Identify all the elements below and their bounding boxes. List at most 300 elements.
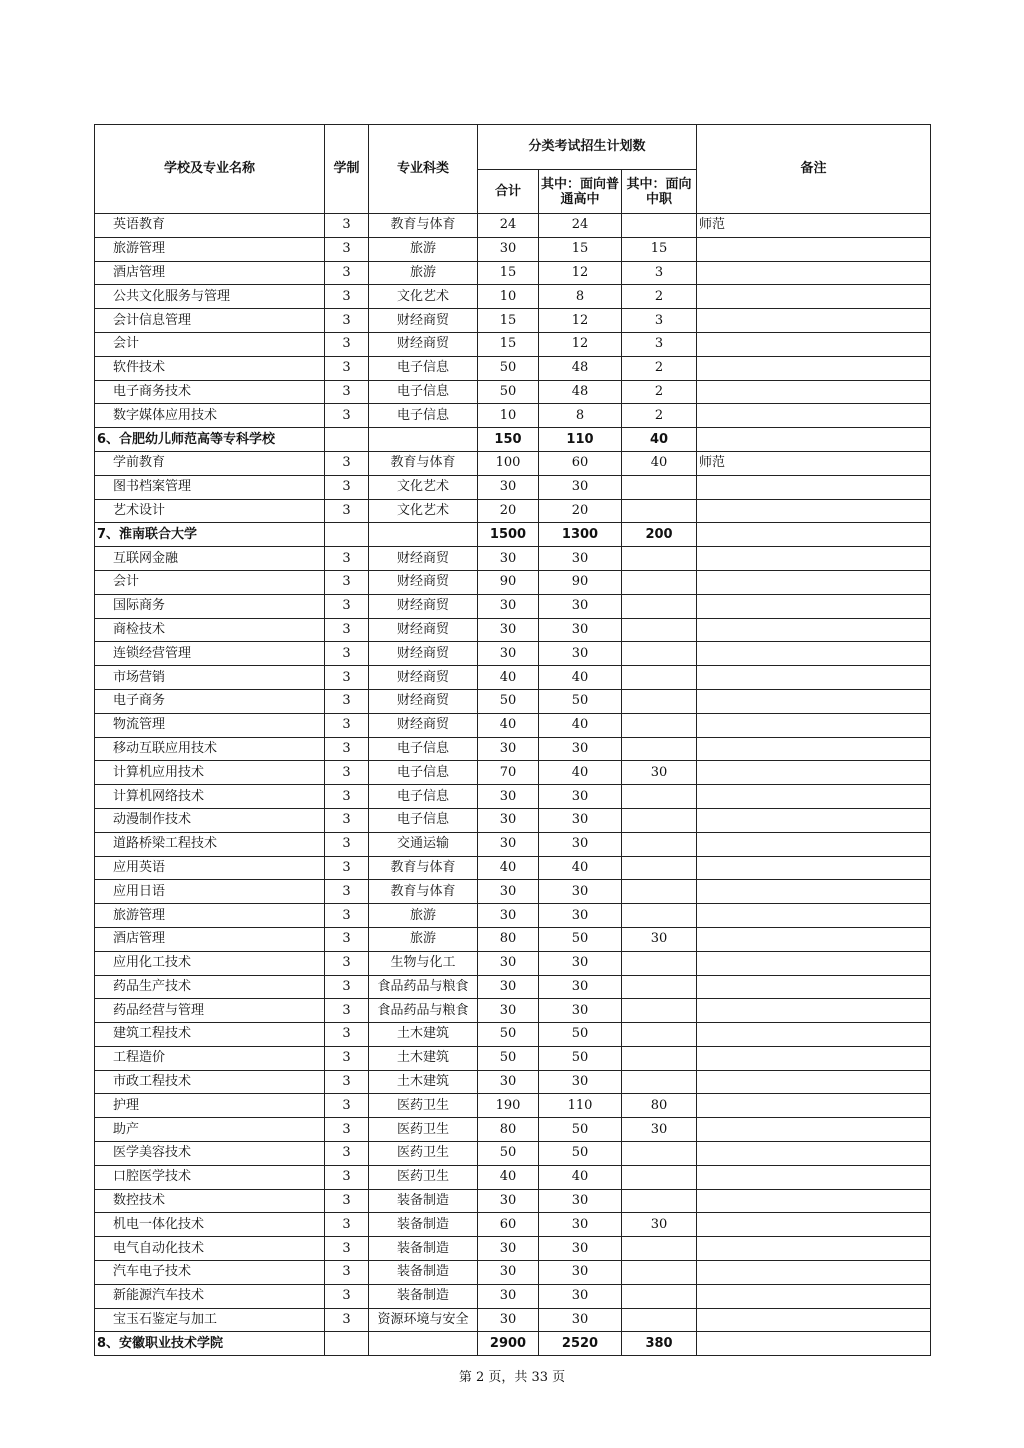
cell-vocational <box>622 1142 697 1166</box>
cell-vocational <box>622 832 697 856</box>
cell-total: 40 <box>478 713 539 737</box>
cell-total: 15 <box>478 332 539 356</box>
cell-vocational: 30 <box>622 1118 697 1142</box>
cell-category: 教育与体育 <box>369 214 478 238</box>
cell-name: 计算机网络技术 <box>95 785 325 809</box>
cell-name: 应用日语 <box>95 880 325 904</box>
cell-note <box>697 499 931 523</box>
cell-category: 电子信息 <box>369 761 478 785</box>
cell-years: 3 <box>325 380 369 404</box>
cell-years: 3 <box>325 309 369 333</box>
cell-note <box>697 1308 931 1332</box>
cell-vocational <box>622 999 697 1023</box>
cell-name: 护理 <box>95 1094 325 1118</box>
cell-vocational <box>622 547 697 571</box>
cell-category: 装备制造 <box>369 1284 478 1308</box>
cell-years <box>325 428 369 452</box>
cell-vocational <box>622 975 697 999</box>
major-row <box>95 689 931 713</box>
cell-years: 3 <box>325 999 369 1023</box>
cell-note <box>697 880 931 904</box>
major-row <box>95 1261 931 1285</box>
cell-name: 7、淮南联合大学 <box>95 523 325 547</box>
cell-note <box>697 1046 931 1070</box>
school-row <box>95 428 931 452</box>
cell-name: 机电一体化技术 <box>95 1213 325 1237</box>
cell-name: 国际商务 <box>95 594 325 618</box>
cell-vocational <box>622 475 697 499</box>
cell-years: 3 <box>325 1046 369 1070</box>
cell-total: 50 <box>478 380 539 404</box>
cell-years: 3 <box>325 451 369 475</box>
cell-years: 3 <box>325 1094 369 1118</box>
cell-name: 移动互联应用技术 <box>95 737 325 761</box>
cell-category: 电子信息 <box>369 380 478 404</box>
cell-vocational <box>622 1237 697 1261</box>
cell-general: 12 <box>539 261 622 285</box>
cell-vocational <box>622 856 697 880</box>
cell-name: 动漫制作技术 <box>95 808 325 832</box>
cell-vocational <box>622 594 697 618</box>
cell-category: 教育与体育 <box>369 880 478 904</box>
cell-name: 工程造价 <box>95 1046 325 1070</box>
cell-note <box>697 689 931 713</box>
cell-name: 宝玉石鉴定与加工 <box>95 1308 325 1332</box>
major-row <box>95 999 931 1023</box>
cell-category <box>369 523 478 547</box>
cell-general: 2520 <box>539 1332 622 1356</box>
cell-note <box>697 285 931 309</box>
major-row <box>95 880 931 904</box>
cell-total: 50 <box>478 1142 539 1166</box>
table-header <box>95 125 931 214</box>
cell-total: 80 <box>478 927 539 951</box>
cell-vocational <box>622 713 697 737</box>
cell-note <box>697 808 931 832</box>
cell-general: 50 <box>539 1023 622 1047</box>
cell-note <box>697 547 931 571</box>
cell-years: 3 <box>325 927 369 951</box>
cell-vocational: 2 <box>622 356 697 380</box>
major-row <box>95 975 931 999</box>
header-category: 专业科类 <box>369 125 478 214</box>
cell-name: 酒店管理 <box>95 261 325 285</box>
major-row <box>95 642 931 666</box>
cell-note <box>697 404 931 428</box>
cell-note <box>697 785 931 809</box>
major-row <box>95 761 931 785</box>
cell-total: 30 <box>478 999 539 1023</box>
cell-note <box>697 1189 931 1213</box>
cell-category: 医药卫生 <box>369 1094 478 1118</box>
cell-category: 旅游 <box>369 904 478 928</box>
cell-vocational <box>622 689 697 713</box>
cell-name: 8、安徽职业技术学院 <box>95 1332 325 1356</box>
cell-total: 15 <box>478 309 539 333</box>
cell-category: 财经商贸 <box>369 713 478 737</box>
cell-category <box>369 1332 478 1356</box>
cell-category: 医药卫生 <box>369 1118 478 1142</box>
cell-category: 财经商贸 <box>369 332 478 356</box>
cell-category: 装备制造 <box>369 1261 478 1285</box>
major-row <box>95 713 931 737</box>
cell-years: 3 <box>325 1142 369 1166</box>
cell-total: 50 <box>478 1023 539 1047</box>
cell-general: 30 <box>539 785 622 809</box>
cell-total: 20 <box>478 499 539 523</box>
cell-general: 50 <box>539 927 622 951</box>
cell-general: 40 <box>539 1165 622 1189</box>
cell-years: 3 <box>325 666 369 690</box>
header-school-major-name: 学校及专业名称 <box>95 125 325 214</box>
cell-general: 30 <box>539 832 622 856</box>
school-row <box>95 523 931 547</box>
cell-total: 30 <box>478 594 539 618</box>
cell-name: 英语教育 <box>95 214 325 238</box>
cell-total: 30 <box>478 618 539 642</box>
cell-category: 财经商贸 <box>369 547 478 571</box>
cell-note <box>697 428 931 452</box>
cell-vocational <box>622 1308 697 1332</box>
cell-vocational <box>622 1189 697 1213</box>
major-row <box>95 547 931 571</box>
cell-years: 3 <box>325 761 369 785</box>
cell-vocational: 380 <box>622 1332 697 1356</box>
cell-vocational: 3 <box>622 261 697 285</box>
cell-note <box>697 594 931 618</box>
cell-general: 30 <box>539 475 622 499</box>
cell-vocational: 2 <box>622 404 697 428</box>
major-row <box>95 1308 931 1332</box>
cell-years: 3 <box>325 808 369 832</box>
cell-category: 电子信息 <box>369 356 478 380</box>
cell-total: 30 <box>478 475 539 499</box>
cell-category: 电子信息 <box>369 785 478 809</box>
cell-total: 30 <box>478 975 539 999</box>
cell-category: 电子信息 <box>369 808 478 832</box>
cell-name: 建筑工程技术 <box>95 1023 325 1047</box>
cell-category: 土木建筑 <box>369 1023 478 1047</box>
major-row <box>95 904 931 928</box>
cell-name: 应用化工技术 <box>95 951 325 975</box>
cell-category: 财经商贸 <box>369 309 478 333</box>
cell-general: 30 <box>539 904 622 928</box>
major-row <box>95 1189 931 1213</box>
cell-vocational <box>622 1165 697 1189</box>
cell-general: 30 <box>539 1284 622 1308</box>
cell-total: 1500 <box>478 523 539 547</box>
cell-total: 40 <box>478 856 539 880</box>
table-body <box>95 214 931 1356</box>
cell-vocational <box>622 1046 697 1070</box>
cell-general: 1300 <box>539 523 622 547</box>
cell-general: 40 <box>539 713 622 737</box>
cell-vocational <box>622 499 697 523</box>
cell-note <box>697 927 931 951</box>
major-row <box>95 856 931 880</box>
major-row <box>95 1213 931 1237</box>
cell-vocational <box>622 1023 697 1047</box>
major-row <box>95 261 931 285</box>
cell-years: 3 <box>325 880 369 904</box>
major-row <box>95 404 931 428</box>
major-row <box>95 737 931 761</box>
cell-years: 3 <box>325 689 369 713</box>
cell-vocational <box>622 785 697 809</box>
cell-total: 70 <box>478 761 539 785</box>
major-row <box>95 570 931 594</box>
cell-category: 生物与化工 <box>369 951 478 975</box>
cell-name: 汽车电子技术 <box>95 1261 325 1285</box>
cell-name: 连锁经营管理 <box>95 642 325 666</box>
cell-note <box>697 1213 931 1237</box>
cell-note <box>697 1284 931 1308</box>
cell-general: 12 <box>539 332 622 356</box>
cell-years: 3 <box>325 904 369 928</box>
major-row <box>95 1118 931 1142</box>
cell-vocational: 15 <box>622 237 697 261</box>
cell-years: 3 <box>325 356 369 380</box>
cell-note <box>697 642 931 666</box>
cell-category: 交通运输 <box>369 832 478 856</box>
cell-total: 30 <box>478 1070 539 1094</box>
cell-category: 电子信息 <box>369 737 478 761</box>
cell-note: 师范 <box>697 451 931 475</box>
cell-category: 旅游 <box>369 261 478 285</box>
cell-name: 药品生产技术 <box>95 975 325 999</box>
cell-note <box>697 309 931 333</box>
major-row <box>95 1070 931 1094</box>
cell-note <box>697 356 931 380</box>
cell-vocational <box>622 666 697 690</box>
cell-category: 财经商贸 <box>369 594 478 618</box>
cell-name: 数控技术 <box>95 1189 325 1213</box>
cell-years: 3 <box>325 214 369 238</box>
cell-note <box>697 237 931 261</box>
cell-years: 3 <box>325 1284 369 1308</box>
cell-note <box>697 523 931 547</box>
cell-category: 电子信息 <box>369 404 478 428</box>
cell-note <box>697 261 931 285</box>
major-row <box>95 594 931 618</box>
cell-general: 30 <box>539 999 622 1023</box>
cell-years: 3 <box>325 404 369 428</box>
cell-total: 30 <box>478 951 539 975</box>
cell-general: 50 <box>539 1118 622 1142</box>
cell-general: 30 <box>539 1189 622 1213</box>
cell-years: 3 <box>325 261 369 285</box>
cell-name: 道路桥梁工程技术 <box>95 832 325 856</box>
cell-total: 50 <box>478 356 539 380</box>
major-row <box>95 1237 931 1261</box>
cell-general: 30 <box>539 951 622 975</box>
cell-note: 师范 <box>697 214 931 238</box>
major-row <box>95 808 931 832</box>
cell-years: 3 <box>325 1213 369 1237</box>
cell-years: 3 <box>325 975 369 999</box>
cell-note <box>697 1023 931 1047</box>
cell-years <box>325 523 369 547</box>
cell-total: 30 <box>478 1237 539 1261</box>
major-row <box>95 1142 931 1166</box>
cell-vocational <box>622 737 697 761</box>
cell-category: 资源环境与安全 <box>369 1308 478 1332</box>
major-row <box>95 927 931 951</box>
cell-general: 30 <box>539 618 622 642</box>
cell-years: 3 <box>325 285 369 309</box>
cell-general: 8 <box>539 404 622 428</box>
cell-general: 15 <box>539 237 622 261</box>
cell-category: 装备制造 <box>369 1237 478 1261</box>
cell-category: 财经商贸 <box>369 570 478 594</box>
cell-vocational <box>622 1070 697 1094</box>
cell-total: 10 <box>478 285 539 309</box>
cell-general: 30 <box>539 1261 622 1285</box>
cell-category: 财经商贸 <box>369 689 478 713</box>
cell-general: 30 <box>539 737 622 761</box>
cell-category: 土木建筑 <box>369 1046 478 1070</box>
cell-general: 60 <box>539 451 622 475</box>
major-row <box>95 832 931 856</box>
cell-note <box>697 904 931 928</box>
cell-vocational <box>622 214 697 238</box>
cell-total: 30 <box>478 547 539 571</box>
cell-total: 100 <box>478 451 539 475</box>
cell-name: 学前教育 <box>95 451 325 475</box>
cell-category: 文化艺术 <box>369 475 478 499</box>
cell-years: 3 <box>325 1189 369 1213</box>
cell-note <box>697 475 931 499</box>
cell-note <box>697 951 931 975</box>
cell-general: 110 <box>539 428 622 452</box>
cell-general: 30 <box>539 547 622 571</box>
cell-name: 互联网金融 <box>95 547 325 571</box>
cell-category: 旅游 <box>369 927 478 951</box>
cell-name: 旅游管理 <box>95 237 325 261</box>
cell-general: 50 <box>539 1046 622 1070</box>
cell-general: 40 <box>539 856 622 880</box>
cell-general: 48 <box>539 356 622 380</box>
cell-note <box>697 570 931 594</box>
cell-vocational <box>622 642 697 666</box>
cell-years: 3 <box>325 642 369 666</box>
cell-years: 3 <box>325 594 369 618</box>
cell-name: 医学美容技术 <box>95 1142 325 1166</box>
cell-category: 财经商贸 <box>369 642 478 666</box>
major-row <box>95 1165 931 1189</box>
cell-years: 3 <box>325 1261 369 1285</box>
cell-name: 市政工程技术 <box>95 1070 325 1094</box>
cell-general: 30 <box>539 1070 622 1094</box>
cell-years: 3 <box>325 618 369 642</box>
cell-name: 图书档案管理 <box>95 475 325 499</box>
cell-general: 40 <box>539 666 622 690</box>
major-row <box>95 237 931 261</box>
cell-years: 3 <box>325 832 369 856</box>
cell-general: 24 <box>539 214 622 238</box>
cell-note <box>697 1332 931 1356</box>
major-row <box>95 1094 931 1118</box>
header-years: 学制 <box>325 125 369 214</box>
cell-years: 3 <box>325 1308 369 1332</box>
cell-name: 会计 <box>95 570 325 594</box>
cell-name: 会计信息管理 <box>95 309 325 333</box>
cell-vocational: 80 <box>622 1094 697 1118</box>
cell-total: 90 <box>478 570 539 594</box>
header-total: 合计 <box>478 170 539 214</box>
cell-name: 电气自动化技术 <box>95 1237 325 1261</box>
cell-general: 30 <box>539 880 622 904</box>
cell-general: 50 <box>539 689 622 713</box>
cell-total: 30 <box>478 904 539 928</box>
cell-name: 旅游管理 <box>95 904 325 928</box>
cell-vocational: 3 <box>622 309 697 333</box>
major-row <box>95 1284 931 1308</box>
cell-total: 30 <box>478 642 539 666</box>
cell-vocational <box>622 618 697 642</box>
major-row <box>95 1046 931 1070</box>
major-row <box>95 785 931 809</box>
cell-total: 190 <box>478 1094 539 1118</box>
cell-total: 80 <box>478 1118 539 1142</box>
cell-total: 30 <box>478 737 539 761</box>
cell-general: 110 <box>539 1094 622 1118</box>
cell-note <box>697 737 931 761</box>
cell-name: 计算机应用技术 <box>95 761 325 785</box>
cell-total: 50 <box>478 689 539 713</box>
cell-note <box>697 1237 931 1261</box>
cell-name: 6、合肥幼儿师范高等专科学校 <box>95 428 325 452</box>
cell-vocational: 30 <box>622 927 697 951</box>
major-row <box>95 332 931 356</box>
cell-vocational: 2 <box>622 380 697 404</box>
cell-note <box>697 975 931 999</box>
cell-years: 3 <box>325 332 369 356</box>
cell-total: 30 <box>478 237 539 261</box>
cell-years: 3 <box>325 499 369 523</box>
cell-name: 应用英语 <box>95 856 325 880</box>
cell-general: 90 <box>539 570 622 594</box>
cell-category: 教育与体育 <box>369 451 478 475</box>
major-row <box>95 475 931 499</box>
cell-name: 新能源汽车技术 <box>95 1284 325 1308</box>
cell-total: 10 <box>478 404 539 428</box>
cell-total: 60 <box>478 1213 539 1237</box>
cell-vocational: 30 <box>622 761 697 785</box>
cell-category: 教育与体育 <box>369 856 478 880</box>
cell-years: 3 <box>325 785 369 809</box>
cell-total: 24 <box>478 214 539 238</box>
cell-vocational: 2 <box>622 285 697 309</box>
cell-total: 30 <box>478 880 539 904</box>
cell-years: 3 <box>325 1023 369 1047</box>
cell-name: 酒店管理 <box>95 927 325 951</box>
cell-general: 48 <box>539 380 622 404</box>
cell-note <box>697 618 931 642</box>
school-row <box>95 1332 931 1356</box>
cell-category: 文化艺术 <box>369 499 478 523</box>
cell-years: 3 <box>325 1165 369 1189</box>
cell-note <box>697 1118 931 1142</box>
cell-vocational: 200 <box>622 523 697 547</box>
cell-general: 20 <box>539 499 622 523</box>
major-row <box>95 451 931 475</box>
cell-note <box>697 1142 931 1166</box>
cell-years: 3 <box>325 1237 369 1261</box>
cell-years: 3 <box>325 1118 369 1142</box>
cell-general: 30 <box>539 975 622 999</box>
cell-note <box>697 380 931 404</box>
